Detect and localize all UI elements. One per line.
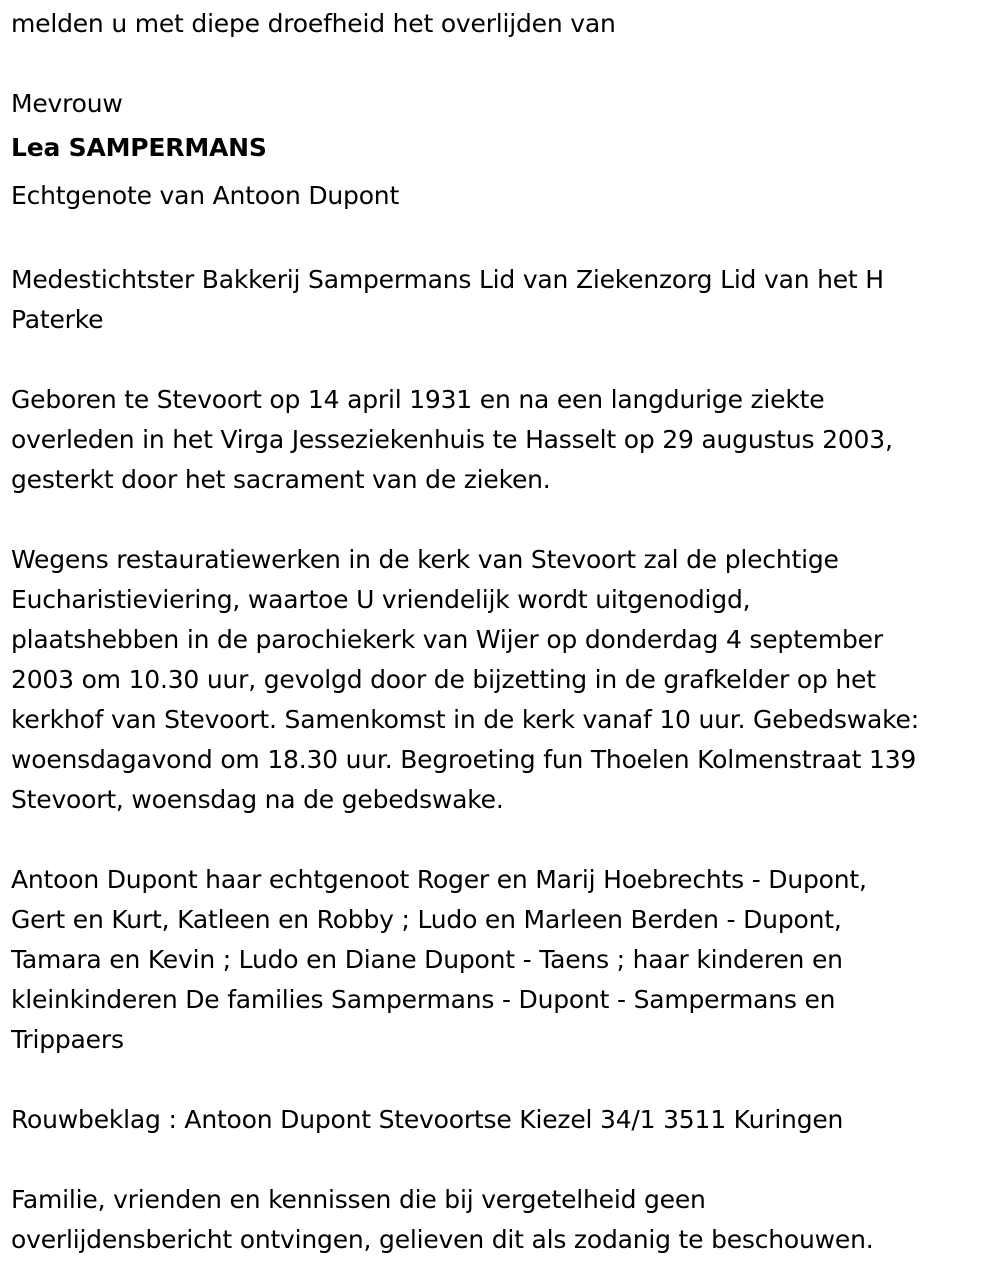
paragraph-line: Paterke <box>11 305 104 334</box>
paragraph-line: gesterkt door het sacrament van de zieken. <box>11 465 551 494</box>
closing-paragraph <box>11 1180 996 1260</box>
ceremony-paragraph <box>11 540 996 820</box>
paragraph-line: Eucharistieviering, waartoe U vriendelijk wordt uitgenodigd, <box>11 585 751 614</box>
paragraph-line: plaatshebben in de parochiekerk van Wijer op donderdag 4 september <box>11 625 883 654</box>
family-paragraph <box>11 860 996 1060</box>
spacer <box>11 44 996 84</box>
condolence-address: Rouwbeklag : Antoon Dupont Stevoortse Kiezel 34/1 3511 Kuringen <box>11 1105 844 1134</box>
paragraph-line: Wegens restauratiewerken in de kerk van Stevoort zal de plechtige <box>11 545 839 574</box>
paragraph-line: Gert en Kurt, Katleen en Robby ; Ludo en Marleen Berden - Dupont, <box>11 905 842 934</box>
intro-text: melden u met diepe droefheid het overlijden van <box>11 9 616 38</box>
spacer <box>11 1140 996 1180</box>
spacer <box>11 220 996 260</box>
paragraph-line: kerkhof van Stevoort. Samenkomst in de kerk vanaf 10 uur. Gebedswake: <box>11 705 919 734</box>
spouse-line: Echtgenote van Antoon Dupont <box>11 181 400 210</box>
paragraph-line: woensdagavond om 18.30 uur. Begroeting fun Thoelen Kolmenstraat 139 <box>11 745 917 774</box>
paragraph-line: overlijdensbericht ontvingen, gelieven dit als zodanig te beschouwen. <box>11 1225 874 1254</box>
paragraph-line: Antoon Dupont haar echtgenoot Roger en Marij Hoebrechts - Dupont, <box>11 865 867 894</box>
paragraph-line: kleinkinderen De families Sampermans - Dupont - Sampermans en <box>11 985 836 1014</box>
paragraph-line: Tamara en Kevin ; Ludo en Diane Dupont - Taens ; haar kinderen en <box>11 945 843 974</box>
obituary-document <box>11 4 996 1260</box>
spacer <box>11 820 996 860</box>
birth-death-paragraph <box>11 380 996 500</box>
spacer <box>11 500 996 540</box>
spacer <box>11 1060 996 1100</box>
deceased-name: Lea SAMPERMANS <box>11 133 267 162</box>
paragraph-line: overleden in het Virga Jesseziekenhuis te Hasselt op 29 augustus 2003, <box>11 425 893 454</box>
spacer <box>11 340 996 380</box>
paragraph-line: 2003 om 10.30 uur, gevolgd door de bijzetting in de grafkelder op het <box>11 665 876 694</box>
paragraph-line: Stevoort, woensdag na de gebedswake. <box>11 785 504 814</box>
paragraph-line: Medestichtster Bakkerij Sampermans Lid van Ziekenzorg Lid van het H <box>11 265 884 294</box>
paragraph-line: Familie, vrienden en kennissen die bij vergetelheid geen <box>11 1185 706 1214</box>
paragraph-line: Geboren te Stevoort op 14 april 1931 en na een langdurige ziekte <box>11 385 825 414</box>
paragraph-line: Trippaers <box>11 1025 124 1054</box>
deceased-title: Mevrouw <box>11 89 123 118</box>
affiliations-paragraph <box>11 260 996 340</box>
